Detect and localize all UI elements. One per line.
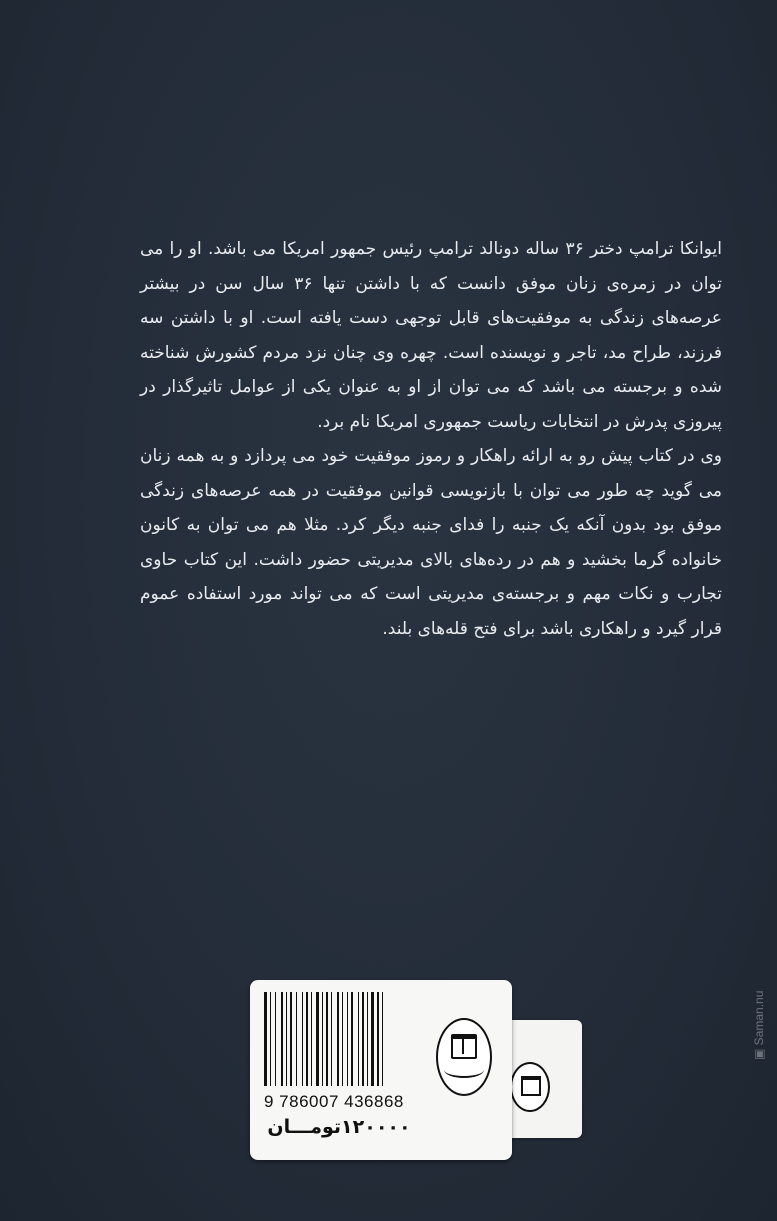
barcode-bar [311, 992, 312, 1086]
barcode-icon [264, 992, 436, 1086]
barcode-bar [367, 992, 368, 1086]
barcode-bar [309, 992, 310, 1086]
barcode-bar [277, 992, 280, 1086]
barcode-bar [304, 992, 305, 1086]
barcode-bar [322, 992, 323, 1086]
barcode-bar [337, 992, 339, 1086]
barcode-bar [298, 992, 301, 1086]
publisher-logo-icon [510, 1062, 550, 1112]
instagram-icon: ▣ [752, 1048, 766, 1060]
blurb-paragraph-2: وی در کتاب پیش رو به ارائه راهکار و رموز موفقیت خود می پردازد و به همه زنان می گوید چه طور می توان با بازنویسی قوانین موفقیت در همه عرصه‌های زندگی موفق بود بدون آنکه یک جنبه را فدای جنبه دیگر کرد. مثلا هم می توان به کانون خانواده گرما بخشید و هم در رده‌های بالای مدیریتی حضور داشت. این کتاب حاوی تجارب و نکات مهم و برجسته‌ی مدیریتی است که می تواند مورد استفاده عموم قرار گیرد و راهکاری باشد برای فتح قله‌های بلند. [140, 446, 722, 639]
barcode-bar [284, 992, 285, 1086]
barcode-bar [286, 992, 287, 1086]
barcode-bar [316, 992, 319, 1086]
barcode-bar [329, 992, 330, 1086]
barcode-bar [362, 992, 364, 1086]
barcode-bar [296, 992, 297, 1086]
barcode-bar [306, 992, 308, 1086]
barcode-bar [320, 992, 321, 1086]
barcode-bar [326, 992, 328, 1086]
publisher-script-mark [444, 1062, 484, 1078]
back-cover-blurb [140, 232, 722, 646]
barcode-bar [281, 992, 283, 1086]
barcode-bar [275, 992, 276, 1086]
barcode-bar [302, 992, 303, 1086]
barcode-bar [268, 992, 269, 1086]
barcode-bar [354, 992, 357, 1086]
barcode-bar [293, 992, 295, 1086]
barcode-bar [313, 992, 315, 1086]
barcode-bar [365, 992, 366, 1086]
barcode-bar [360, 992, 361, 1086]
barcode-bar [288, 992, 289, 1086]
barcode-bar [380, 992, 381, 1086]
barcode-bar [369, 992, 370, 1086]
price-sticker [250, 980, 512, 1160]
barcode-bar [344, 992, 346, 1086]
blurb-paragraph-1: ایوانکا ترامپ دختر ۳۶ ساله دونالد ترامپ رئیس جمهور امریکا می باشد. او را می توان در زمره‌ی زنان موفق دانست که با داشتن تنها ۳۶ سال سن در بیشتر عرصه‌های زندگی به موفقیت‌های قابل توجهی دست یافته است. او با داشتن سه فرزند، طراح مد، تاجر و نویسنده است. چهره وی چنان نزد مردم کشورش شناخته شده و برجسته می باشد که می توان از او به عنوان یکی از عوامل تاثیرگذار در پیروزی پدرش در انتخابات ریاست جمهوری امریکا نام برد. [140, 239, 722, 432]
watermark-text: Saman.nu [752, 990, 766, 1046]
barcode-bar [371, 992, 374, 1086]
barcode-bar [377, 992, 379, 1086]
price-label: ۱۲۰۰۰۰تومـــان [267, 1116, 411, 1138]
isbn-number: 9 786007 436868 [264, 1092, 404, 1111]
book-emblem-icon [451, 1034, 477, 1059]
barcode-bar [375, 992, 376, 1086]
barcode-bar [342, 992, 343, 1086]
barcode-bar [340, 992, 341, 1086]
barcode-bar [351, 992, 353, 1086]
barcode-bar [382, 992, 383, 1086]
barcode-bar [270, 992, 271, 1086]
barcode-bar [349, 992, 350, 1086]
barcode-bar [290, 992, 292, 1086]
barcode-bar [324, 992, 325, 1086]
publisher-logo-icon [436, 1018, 492, 1096]
watermark [752, 991, 766, 1060]
barcode-bar [333, 992, 336, 1086]
barcode-bar [331, 992, 332, 1086]
barcode-bar [264, 992, 267, 1086]
barcode-bar [272, 992, 274, 1086]
barcode-bar [358, 992, 359, 1086]
barcode-bar [384, 992, 386, 1086]
barcode-bar [347, 992, 348, 1086]
